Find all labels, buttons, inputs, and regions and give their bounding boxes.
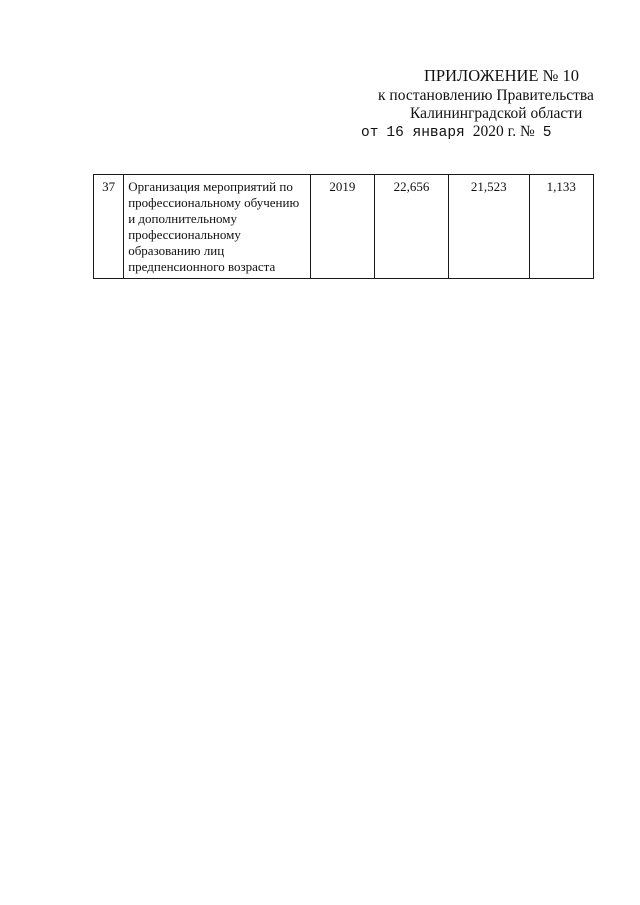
row-number: 37 [94, 175, 124, 279]
table-row [94, 175, 594, 279]
data-table [93, 174, 594, 279]
year-cell: 2019 [310, 175, 374, 279]
appendix-title: ПРИЛОЖЕНИЕ № 10 [424, 66, 579, 85]
resolution-date-line [361, 123, 551, 142]
region-name: Калининградской области [410, 105, 583, 122]
date-value: 16 января [386, 125, 465, 141]
value-total-cell: 22,656 [374, 175, 448, 279]
activity-name: Организация мероприятий по профессиональному обучению и дополнительному профессиональному образованию лиц предпенсионного возраста [124, 175, 311, 279]
resolution-reference: к постановлению Правительства [378, 87, 594, 104]
date-prefix: от [361, 125, 379, 141]
year-suffix: 2020 г. № [472, 123, 535, 140]
document-number: 5 [542, 125, 552, 141]
value-second-cell: 21,523 [449, 175, 529, 279]
document-header [0, 0, 640, 150]
value-third-cell: 1,133 [529, 175, 593, 279]
